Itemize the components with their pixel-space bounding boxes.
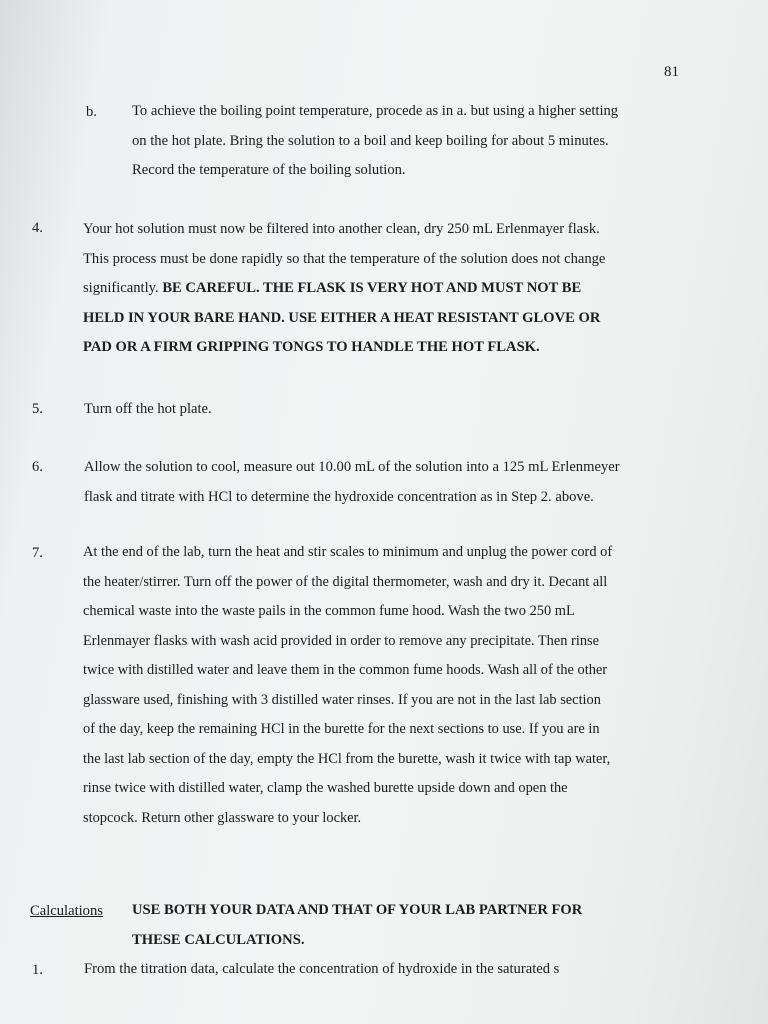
step-7-line: stopcock. Return other glassware to your locker. [83, 809, 362, 826]
step-5-line: Turn off the hot plate. [84, 401, 212, 417]
step-5-text [84, 395, 684, 425]
step-7-line: rinse twice with distilled water, clamp the washed burette upside down and open the [83, 780, 568, 796]
step-4-line3-normal: significantly. [83, 280, 163, 296]
step-7-line: glassware used, finishing with 3 distilled water rinses. If you are not in the last lab section [83, 691, 601, 708]
step-6-line: flask and titrate with HCl to determine the hydroxide concentration as in Step 2. above. [84, 488, 594, 505]
step-4-line: This process must be done rapidly so that the temperature of the solution does not change [83, 250, 606, 267]
calculations-instruction-line: USE BOTH YOUR DATA AND THAT OF YOUR LAB PARTNER FOR [132, 902, 583, 918]
step-b-line: Record the temperature of the boiling solution. [132, 162, 406, 178]
step-4-line-warning [83, 274, 693, 304]
step-7-line: of the day, keep the remaining HCl in the burette for the next sections to use. If you are in [83, 721, 600, 737]
step-6-text [84, 453, 694, 512]
step-4-text [83, 215, 693, 363]
step-7-line: the last lab section of the day, empty the HCl from the burette, wash it twice with tap water, [83, 750, 611, 767]
step-7-line: At the end of the lab, turn the heat and stir scales to minimum and unplug the power cord of [83, 544, 613, 560]
step-7-line: chemical waste into the waste pails in the common fume hood. Wash the two 250 mL [83, 603, 575, 619]
step-4-marker: 4. [32, 220, 43, 236]
step-7-marker: 7. [32, 545, 43, 561]
calc-item-1-text [84, 955, 704, 985]
step-7-line: the heater/stirrer. Turn off the power of the digital thermometer, wash and dry it. Decant all [83, 573, 608, 590]
step-6-marker: 6. [32, 459, 43, 475]
step-4-warning-line: HELD IN YOUR BARE HAND. USE EITHER A HEAT RESISTANT GLOVE OR [83, 309, 601, 326]
calc-item-1-marker: 1. [32, 962, 43, 978]
step-4-line: Your hot solution must now be filtered into another clean, dry 250 mL Erlenmayer flask. [83, 221, 600, 237]
calc-item-1-line: From the titration data, calculate the concentration of hydroxide in the saturated s [84, 961, 560, 977]
step-7-line: twice with distilled water and leave them in the common fume hoods. Wash all of the other [83, 662, 608, 678]
page-number: 81 [664, 64, 679, 80]
step-4-warning-start: BE CAREFUL. THE FLASK IS VERY HOT AND MUST NOT BE [162, 280, 582, 296]
step-b-text [132, 97, 692, 186]
step-b-line: on the hot plate. Bring the solution to a boil and keep boiling for about 5 minutes. [132, 132, 609, 149]
step-b-marker: b. [86, 104, 97, 120]
calculations-instruction-line: THESE CALCULATIONS. [132, 931, 305, 948]
step-7-text [83, 538, 693, 833]
calculations-heading: Calculations [30, 903, 103, 919]
step-4-warning-line: PAD OR A FIRM GRIPPING TONGS TO HANDLE THE HOT FLASK. [83, 339, 540, 355]
step-5-marker: 5. [32, 401, 43, 417]
step-6-line: Allow the solution to cool, measure out 10.00 mL of the solution into a 125 mL Erlenmeyer [84, 459, 620, 475]
step-b-line: To achieve the boiling point temperature, procede as in a. but using a higher setting [132, 103, 619, 119]
calculations-instruction [132, 896, 702, 955]
step-7-line: Erlenmayer flasks with wash acid provided in order to remove any precipitate. Then rinse [83, 632, 600, 649]
